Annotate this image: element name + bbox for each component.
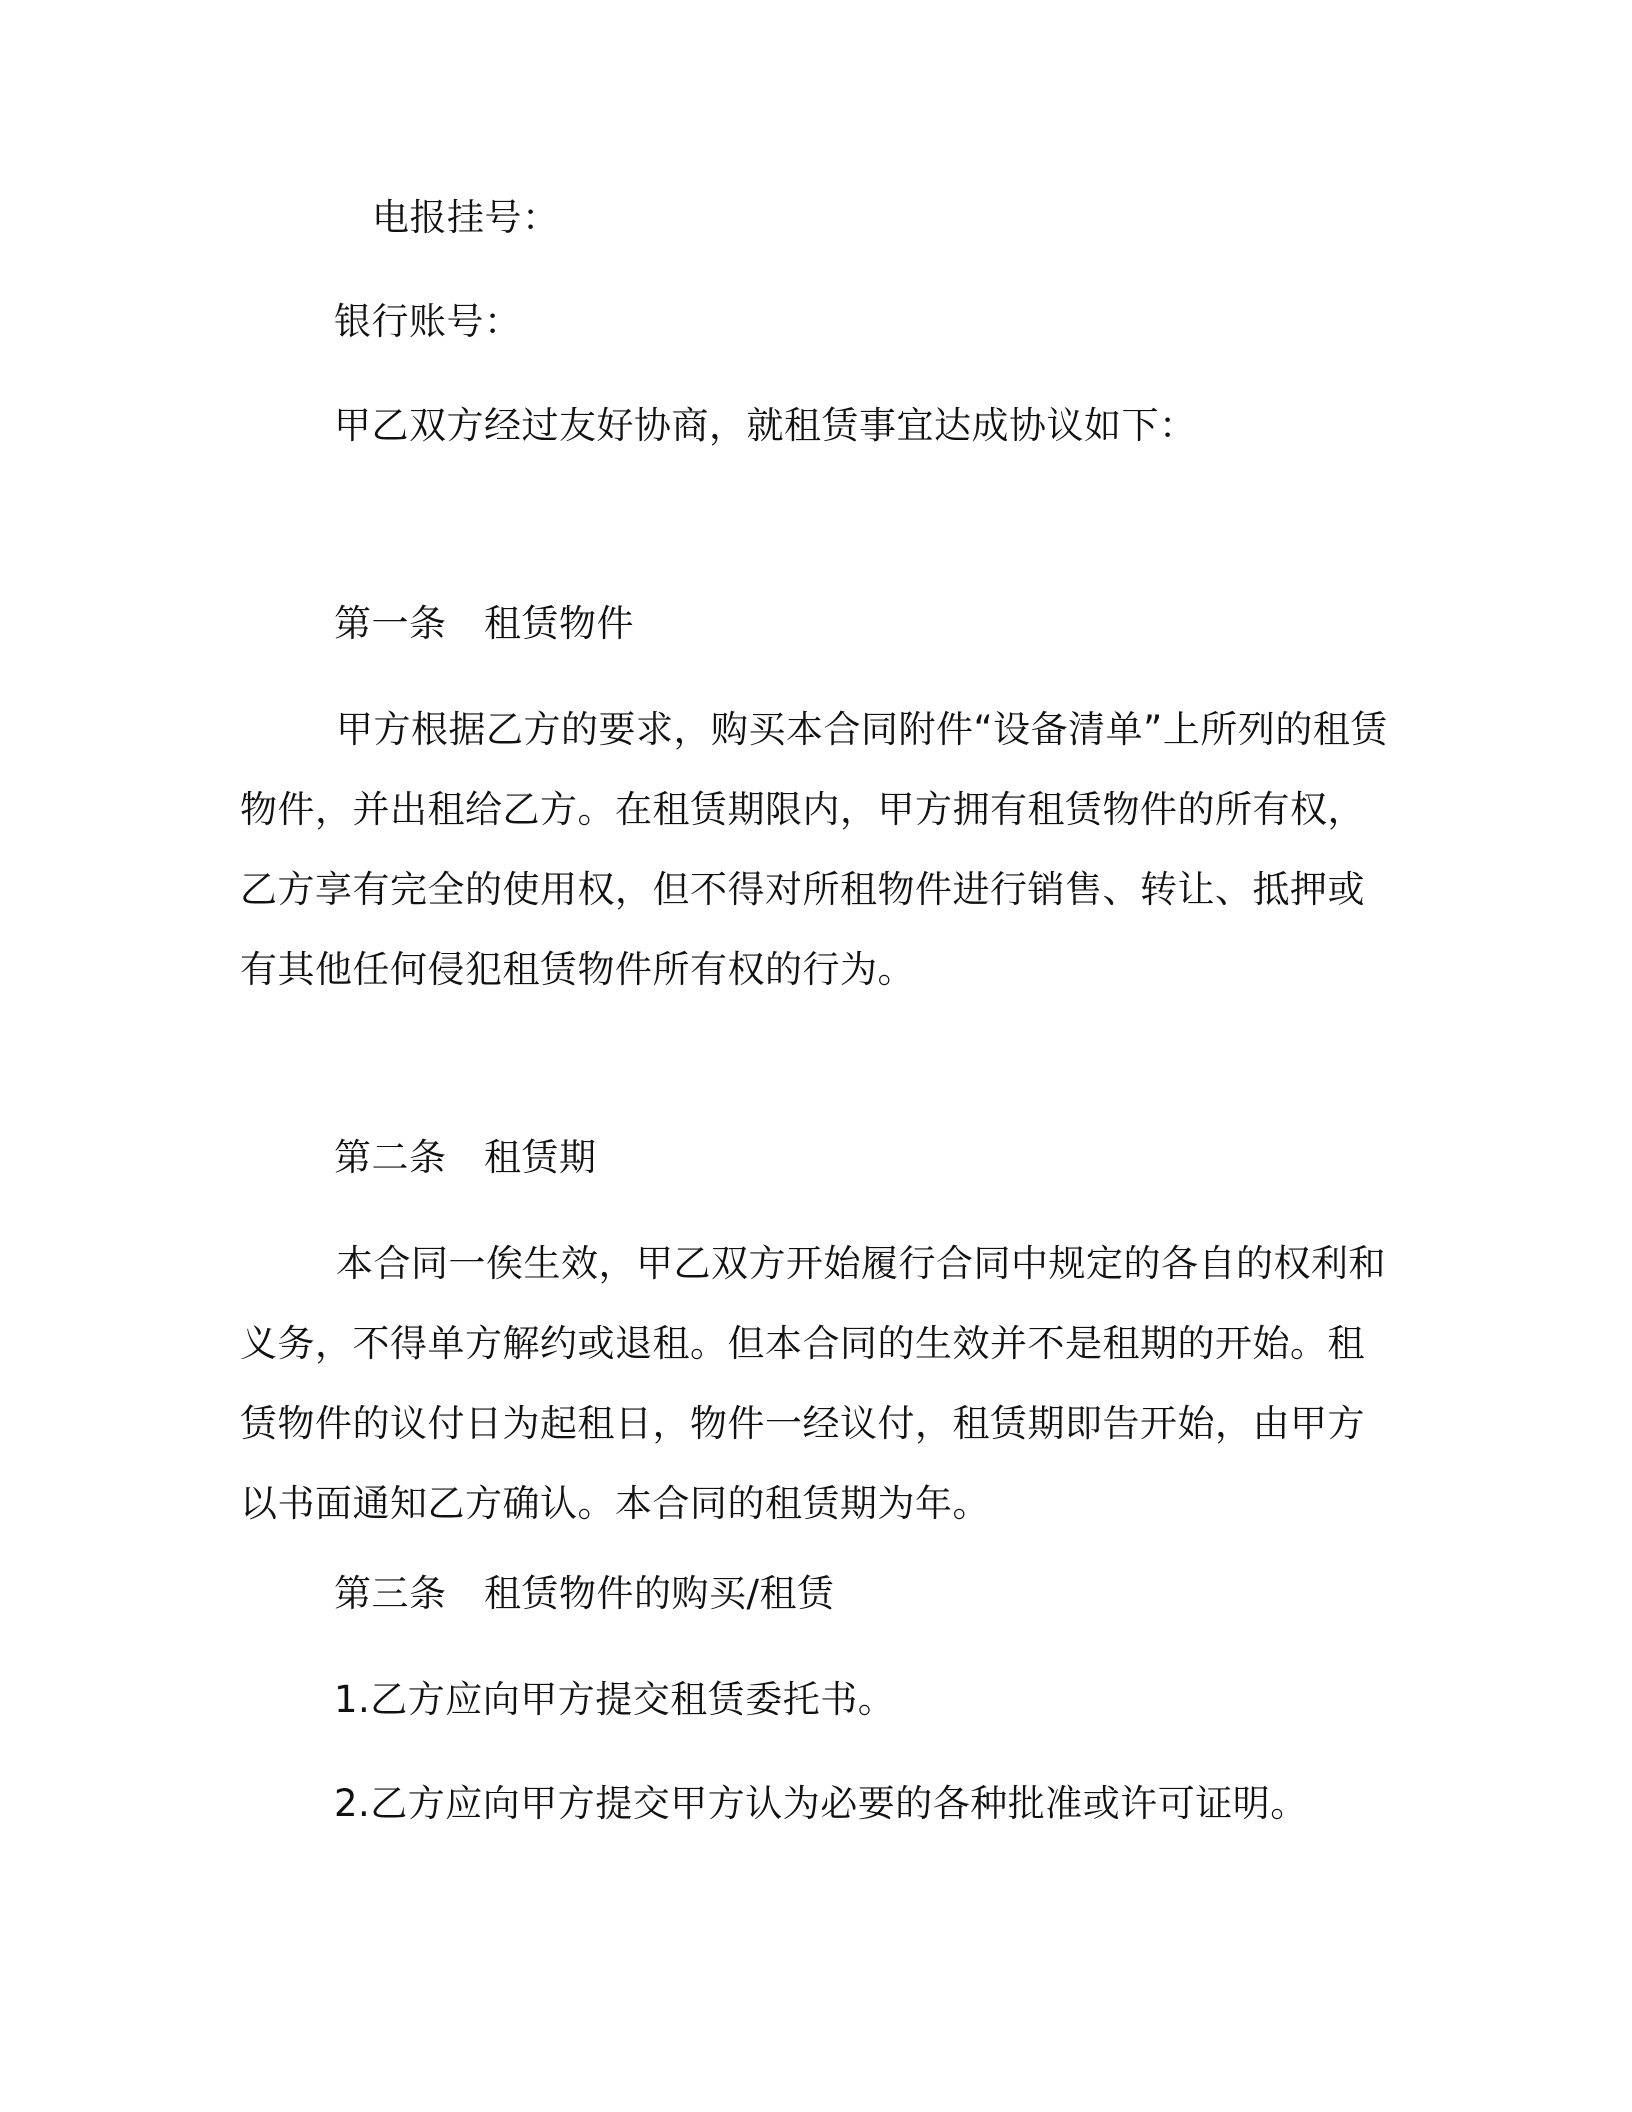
intro-paragraph: 甲乙双方经过友好协商，就租赁事宜达成协议如下： [334, 404, 1197, 447]
article3-item1: 1.乙方应向甲方提交租赁委托书。 [334, 1678, 896, 1721]
telegraph-label: 电报挂号： [372, 196, 560, 239]
article3-heading: 第三条 租赁物件的购买/租赁 [334, 1572, 835, 1615]
bank-account-label: 银行账号： [334, 300, 522, 343]
article2-body: 本合同一俟生效，甲乙双方开始履行合同中规定的各自的权利和义务，不得单方解约或退租。但本合同的生效并不是租期的开始。租赁物件的议付日为起租日，物件一经议付，租赁期即告开始，由甲方以书面通知乙方确认。本合同的租赁期为年。 [240, 1242, 1386, 1525]
article1-body: 甲方根据乙方的要求，购买本合同附件“设备清单”上所列的租赁物件，并出租给乙方。在租赁期限内，甲方拥有租赁物件的所有权，乙方享有完全的使用权，但不得对所租物件进行销售、转让、抵押或有其他任何侵犯租赁物件所有权的行为。 [240, 708, 1388, 991]
article2-heading: 第二条 租赁期 [334, 1136, 597, 1179]
article1-heading: 第一条 租赁物件 [334, 602, 634, 645]
article3-item2: 2.乙方应向甲方提交甲方认为必要的各种批准或许可证明。 [334, 1782, 1308, 1825]
